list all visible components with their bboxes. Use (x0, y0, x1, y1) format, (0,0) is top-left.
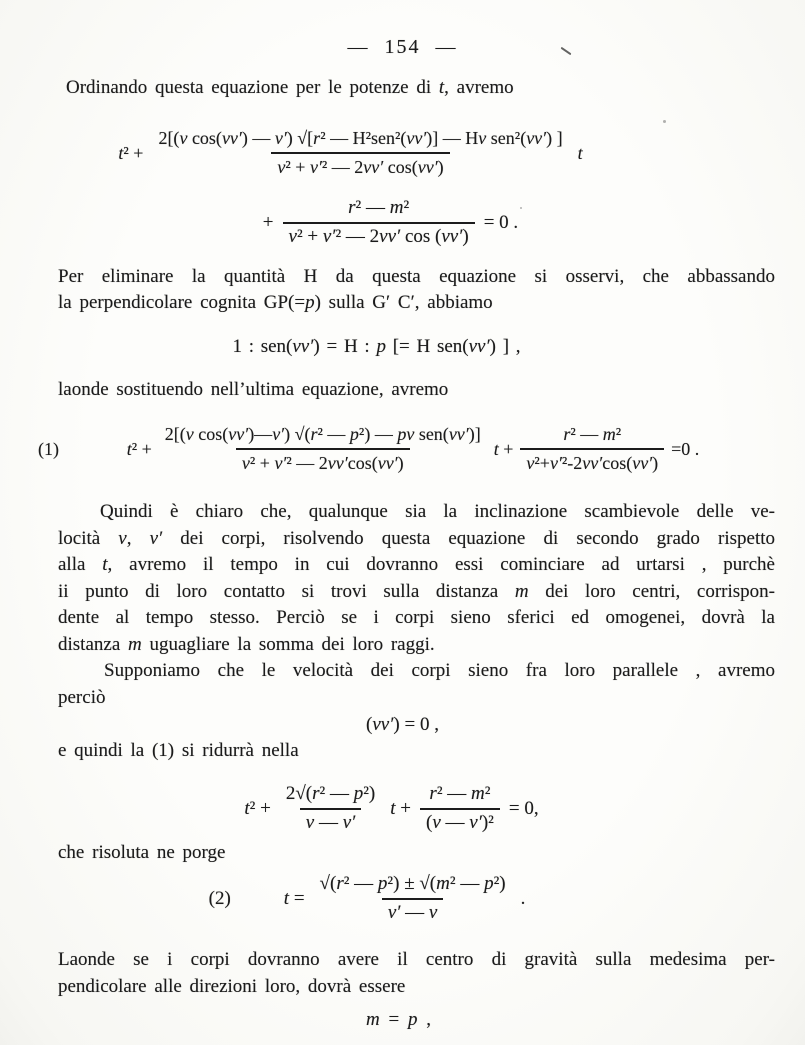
eq-term (387, 796, 414, 822)
text-run: la perpendicolare cognita GP(= (58, 292, 306, 313)
text-run: , (417, 1009, 431, 1030)
eq-term (518, 886, 529, 912)
text-run: , avremo (444, 77, 514, 98)
eq-term (506, 796, 542, 822)
text-run: che risoluta ne porge (58, 842, 226, 863)
text-run: ² — (355, 197, 390, 218)
eq-term (124, 436, 155, 462)
text-run: ) ] , (489, 336, 521, 357)
text-run: ) (652, 453, 659, 473)
fraction (314, 873, 512, 924)
fraction (283, 197, 475, 248)
text-run: vv′ (526, 128, 547, 148)
text-run: v (179, 128, 188, 148)
equation-vanishing-angle (0, 712, 805, 738)
text-run: p (349, 424, 359, 444)
text-run: v′ (272, 424, 285, 444)
text-run: locità (58, 527, 119, 549)
text-run: = 0 . (483, 211, 519, 233)
text-run: ²+ (534, 453, 550, 473)
text-run: v′ (309, 157, 322, 177)
text-run: vv′ (379, 226, 401, 247)
text-run: dente al tempo stesso. Perciò se i corpi sieno sferici ed omogenei, dovrà la (58, 607, 775, 628)
fraction-denominator (382, 898, 444, 924)
text-run: p (377, 873, 388, 894)
text-run: v (428, 902, 438, 923)
text-run: 2[( (158, 128, 180, 148)
text-run: vv′ (292, 336, 314, 357)
text-run: — (314, 812, 343, 833)
text-run: ) = 0 , (393, 714, 439, 735)
text-run: ² + (249, 453, 275, 473)
text-run: m (514, 580, 529, 602)
text-run: ) sulla G′ C′, abbiamo (314, 292, 493, 313)
text-run: = (289, 887, 305, 909)
paragraph-laonde2 (58, 946, 775, 1000)
text-run: t (244, 797, 250, 819)
text-run: ) √( (284, 424, 311, 444)
text-run: dei loro centri, corrispon- (528, 580, 776, 602)
text-run: ² + (296, 226, 323, 247)
text-run: . (520, 887, 526, 909)
fraction-numerator (342, 197, 415, 222)
equation-number (207, 886, 233, 912)
text-run: ² + (123, 142, 144, 163)
text-run: = 0, (508, 797, 539, 819)
text-run: ( (366, 714, 373, 735)
eq-term (481, 210, 521, 236)
text-run: pendicolare alle direzioni loro, dovrà essere (58, 976, 406, 997)
text-run: cos( (383, 157, 418, 177)
text-line (58, 264, 775, 290)
text-run: ² + (285, 157, 310, 177)
fraction-numerator (423, 783, 496, 808)
text-run: p (305, 292, 315, 313)
text-run: =0 . (671, 438, 700, 459)
text-run: t (126, 438, 132, 459)
text-run: ) (462, 226, 469, 247)
text-run: ) ] (546, 128, 563, 148)
text-run: , avremo il tempo in cui dovranno essi cominciare ad urtarsi , purchè (107, 554, 775, 575)
text-run: v′ (149, 527, 163, 549)
equation-number (36, 436, 61, 462)
text-run: ² + (249, 797, 271, 819)
text-run: Laonde se i corpi dovranno avere il centro di gravità sulla medesima per- (58, 949, 775, 970)
text-run: perciò (58, 687, 106, 708)
text-run: sen( (414, 424, 449, 444)
text-run: r (563, 424, 571, 444)
text-run: (1) (38, 438, 59, 459)
text-run: vv′ (417, 157, 438, 177)
text-run: 2[( (164, 424, 186, 444)
equation-proportion (0, 334, 779, 360)
text-run: r (312, 783, 320, 804)
text-run: )] (468, 424, 481, 444)
text-run: cos( (187, 128, 222, 148)
text-run: ) √[ (286, 128, 314, 148)
text-line (58, 552, 775, 579)
text-run: vv′ (377, 453, 398, 473)
text-run: ² — H²sen²( (320, 128, 407, 148)
text-run: m (602, 424, 616, 444)
page-number: — 154 — (347, 36, 458, 58)
text-run: m (366, 1009, 380, 1030)
text-run: cos( (193, 424, 229, 444)
text-run: r (348, 197, 356, 218)
fraction-numerator (152, 127, 568, 152)
text-run: p (484, 873, 494, 894)
text-run: v′ (274, 453, 287, 473)
fraction-numerator (159, 423, 487, 448)
scan-speck-icon (663, 120, 666, 123)
text-run: 1 : sen( (232, 336, 293, 357)
text-line (58, 738, 775, 764)
text-run: laonde sostituendo nell’ultima equazione, avremo (58, 379, 449, 400)
text-line (58, 75, 775, 101)
text-run: ²) ± √( (387, 873, 437, 894)
eq-term (668, 436, 702, 462)
eq-term (575, 140, 586, 166)
text-run: vv′ (327, 453, 348, 473)
text-run: ² — (343, 873, 378, 894)
text-run: + (498, 438, 514, 459)
text-run: ² — (319, 783, 354, 804)
text-run: ( (426, 812, 433, 833)
text-run: cos( (602, 453, 633, 473)
text-run: ² — (317, 424, 350, 444)
text-run: dei corpi, risolvendo questa equazione di secondo grado rispetto (162, 527, 776, 549)
text-run: m (128, 633, 142, 655)
text-run: ) — (241, 128, 275, 148)
fraction-denominator (236, 448, 410, 474)
fraction (520, 423, 664, 474)
equation-2 (0, 873, 770, 924)
text-line (58, 657, 775, 684)
text-run: ²) — (358, 424, 398, 444)
text-run: ² — 2 (286, 453, 328, 473)
text-run: — (440, 812, 470, 833)
text-run: r (429, 783, 437, 804)
text-line (58, 840, 775, 866)
text-run: uguagliare la somma dei loro raggi. (141, 633, 435, 655)
paragraph-quindi (58, 499, 775, 658)
text-line (58, 579, 775, 606)
equation-main-line2 (0, 197, 793, 248)
text-run: vv′ (363, 157, 384, 177)
equation-main-line1 (0, 127, 753, 178)
equation-1 (36, 423, 765, 474)
text-run: v (478, 128, 487, 148)
text-line (58, 632, 775, 659)
paragraph-supponiamo (58, 657, 775, 711)
text-run: v (288, 226, 297, 247)
text-run: vv′ (372, 714, 394, 735)
text-run: Per eliminare la quantità H da questa equazione si osservi, che abbassando (58, 266, 775, 287)
text-run: v (277, 157, 286, 177)
text-run: ² — (449, 873, 485, 894)
text-run: t (118, 142, 124, 163)
equation-body (61, 423, 765, 474)
fraction-denominator (271, 152, 449, 178)
text-run: [= H sen( (385, 336, 469, 357)
text-run: , (126, 527, 150, 549)
text-run: 2√( (285, 783, 313, 804)
text-line (58, 377, 775, 403)
text-run: ² (484, 783, 491, 804)
text-run: ² + (131, 438, 152, 459)
text-run: alla (58, 554, 103, 575)
text-run: v (185, 424, 194, 444)
text-run: Ordinando questa equazione per le potenze di (66, 77, 439, 98)
text-run: distanza (58, 633, 129, 655)
text-run: ² — (570, 424, 603, 444)
text-run: p (407, 1009, 418, 1030)
text-run: )— (248, 424, 273, 444)
text-run: r (313, 128, 321, 148)
text-run: vv′ (632, 453, 653, 473)
fraction-denominator (520, 448, 664, 474)
text-run: vv′ (406, 128, 427, 148)
fraction (152, 127, 568, 178)
text-run: v (118, 527, 127, 549)
text-run: vv′ (441, 226, 463, 247)
fraction-denominator (420, 808, 500, 834)
text-run: ) (397, 453, 404, 473)
text-run: — (400, 902, 429, 923)
text-line (58, 526, 775, 553)
text-run: ²) (363, 783, 376, 804)
text-run: v′ (322, 226, 336, 247)
fraction (420, 783, 500, 834)
text-run: ) (437, 157, 444, 177)
text-run: Supponiamo che le velocità dei corpi sieno fra loro parallele , avremo (104, 660, 775, 681)
text-line (58, 973, 775, 1000)
fraction-numerator (280, 783, 381, 808)
paragraph-eliminate (58, 264, 775, 316)
text-line (58, 605, 775, 632)
paragraph-risoluta (58, 840, 775, 866)
text-run: ²-2 (561, 453, 583, 473)
eq-term (229, 334, 523, 360)
text-run: sen²( (486, 128, 527, 148)
text-run: m (389, 197, 404, 218)
text-run: cos( (347, 453, 378, 473)
fraction-numerator (314, 873, 512, 898)
text-run: + (395, 797, 411, 819)
equation-reduced (0, 783, 794, 834)
text-run: cos ( (400, 226, 442, 247)
eq-term (491, 436, 517, 462)
text-run: ) = H : (313, 336, 377, 357)
text-run: t (102, 554, 108, 575)
text-run: vv′ (468, 336, 490, 357)
text-run: p (376, 336, 386, 357)
text-run: m (436, 873, 450, 894)
text-run: ²) (493, 873, 506, 894)
text-run: )² (481, 812, 494, 833)
text-run: r (310, 424, 318, 444)
text-run: p (353, 783, 364, 804)
text-run: v (305, 812, 315, 833)
text-run: v (241, 453, 250, 473)
text-run: v (526, 453, 535, 473)
fraction-denominator (300, 808, 362, 834)
eq-term (363, 1007, 434, 1033)
text-run: t (577, 142, 583, 163)
fraction (280, 783, 381, 834)
text-run: pv (397, 424, 415, 444)
eq-term (260, 210, 277, 236)
text-run: t (493, 438, 499, 459)
text-line (58, 684, 775, 711)
fraction (159, 423, 487, 474)
eq-term (363, 712, 442, 738)
text-run: v′ (549, 453, 562, 473)
text-run: ² (615, 424, 622, 444)
text-run: ² (403, 197, 410, 218)
text-run: t (390, 797, 396, 819)
text-run: ii punto di loro contatto si trovi sulla distanza (58, 580, 515, 602)
text-run: = (379, 1009, 408, 1030)
text-run: vv′ (448, 424, 469, 444)
text-run: ² — 2 (335, 226, 380, 247)
text-run: v′ (342, 812, 356, 833)
text-run: v (432, 812, 441, 833)
text-run: ² — 2 (321, 157, 364, 177)
text-run: r (336, 873, 344, 894)
text-run: vv′ (582, 453, 603, 473)
text-run: v′ (274, 128, 287, 148)
fraction-denominator (283, 222, 475, 248)
text-run: √( (319, 873, 337, 894)
paragraph-laonde (58, 377, 775, 403)
text-line (58, 290, 775, 316)
text-run: ² — (436, 783, 472, 804)
text-run: )] — H (426, 128, 479, 148)
text-run: t (438, 77, 445, 98)
eq-term (241, 796, 273, 822)
text-run: Quindi è chiaro che, qualunque sia la inclinazione scambievole delle ve- (100, 501, 775, 522)
eq-term (281, 886, 308, 912)
text-run: vv′ (221, 128, 242, 148)
text-run: + (262, 211, 274, 233)
text-run: e quindi la (1) si ridurrà nella (58, 740, 299, 761)
paragraph-equindi (58, 738, 775, 764)
text-run: v′ (469, 812, 482, 833)
text-run: v′ (387, 902, 401, 923)
text-run: t (283, 887, 290, 909)
paragraph-intro (58, 75, 775, 101)
text-line (58, 499, 775, 526)
eq-term (115, 140, 146, 166)
text-line (58, 946, 775, 973)
text-run: (2) (208, 887, 231, 909)
text-run: vv′ (228, 424, 249, 444)
text-run: m (471, 783, 485, 804)
fraction-numerator (557, 423, 627, 448)
equation-mp (0, 1007, 801, 1033)
